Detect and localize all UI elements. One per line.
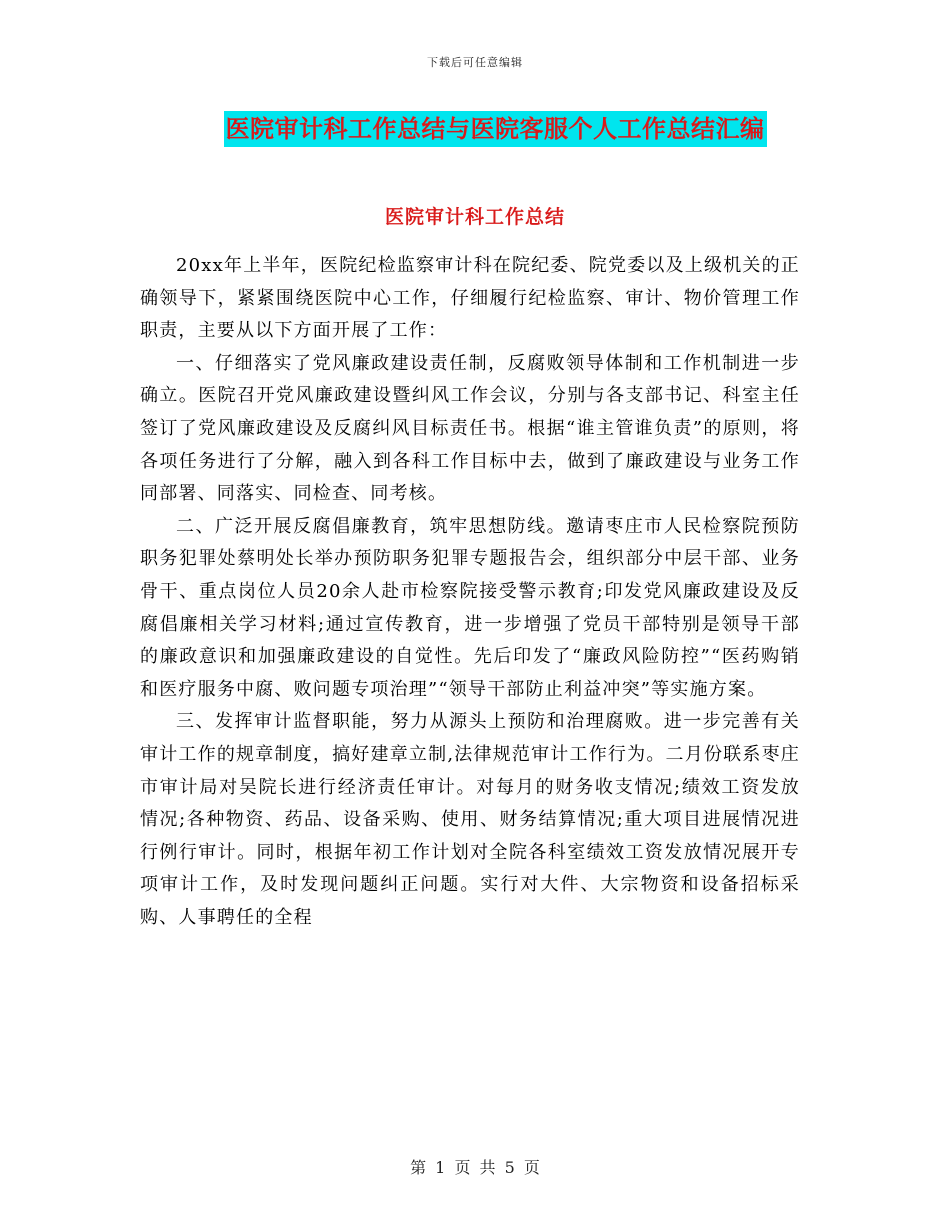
paragraph-section-2: 二、广泛开展反腐倡廉教育，筑牢思想防线。邀请枣庄市人民检察院预防职务犯罪处蔡明处长举办预防职务犯罪专题报告会，组织部分中层干部、业务骨干、重点岗位人员20余人赴市检察院接受警示教育;印发党风廉政建设及反腐倡廉相关学习材料;通过宣传教育，进一步增强了党员干部特别是领导干部的廉政意识和加强廉政建设的自觉性。先后印发了“廉政风险防控”“医药购销和医疗服务中腐、败问题专项治理”“领导干部防止利益冲突”等实施方案。 [140,515,800,700]
page-header-note: 下载后可任意编辑 [427,56,523,69]
paragraph-intro: 20xx年上半年，医院纪检监察审计科在院纪委、院党委以及上级机关的正确领导下，紧紧围绕医院中心工作，仔细履行纪检监察、审计、物价管理工作职责，主要从以下方面开展了工作： [140,255,801,342]
page-number-footer: 第 1 页 共 5 页 [410,1158,540,1177]
main-title-container [0,111,950,147]
section-title: 医院审计科工作总结 [384,206,565,228]
document-body [140,250,800,934]
document-title: 医院审计科工作总结与医院客服个人工作总结汇编 [224,111,767,147]
paragraph-section-1: 一、仔细落实了党风廉政建设责任制，反腐败领导体制和工作机制进一步确立。医院召开党风廉政建设暨纠风工作会议，分别与各支部书记、科室主任签订了党风廉政建设及反腐纠风目标责任书。根据“谁主管谁负责”的原则，将各项任务进行了分解，融入到各科工作目标中去，做到了廉政建设与业务工作同部署、同落实、同检查、同考核。 [140,352,800,505]
paragraph-section-3: 三、发挥审计监督职能，努力从源头上预防和治理腐败。进一步完善有关审计工作的规章制度，搞好建章立制,法律规范审计工作行为。二月份联系枣庄市审计局对吴院长进行经济责任审计。对每月的财务收支情况;绩效工资发放情况;各种物资、药品、设备采购、使用、财务结算情况;重大项目进展情况进行例行审计。同时，根据年初工作计划对全院各科室绩效工资发放情况展开专项审计工作，及时发现问题纠正问题。实行对大件、大宗物资和设备招标采购、人事聘任的全程 [140,711,800,928]
